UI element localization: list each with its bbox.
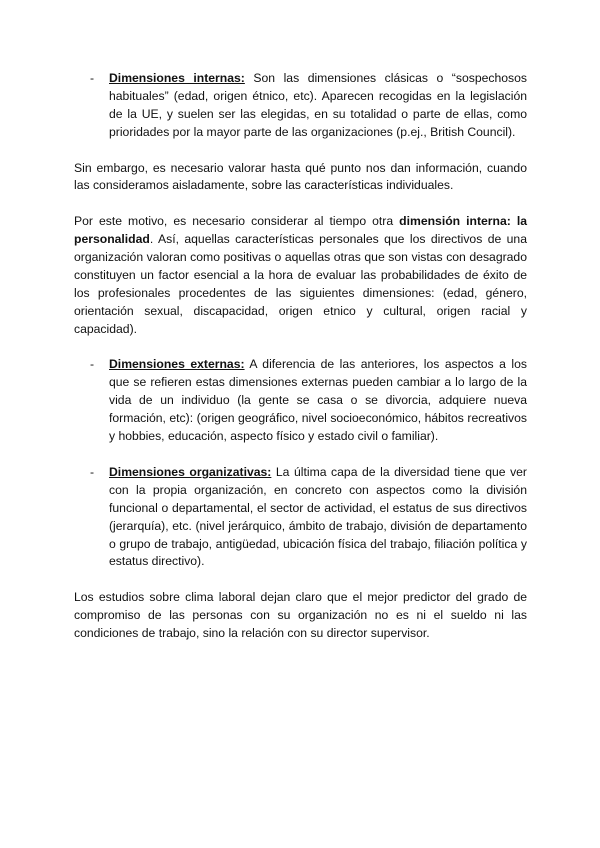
paragraph-por-este-motivo [74, 213, 527, 338]
bullet-text: La última capa de la diversidad tiene que ver con la propia organización, en concreto con aspectos como la división funcional o departamental, el sector de actividad, el estatus de sus directivos (jerarquía), etc. (nivel jerárquico, ámbito de trabajo, división de departamento o grupo de trabajo, antigüedad, ubicación física del trabajo, filiación política y estatus directivo). [109, 464, 527, 569]
paragraph-los-estudios: Los estudios sobre clima laboral dejan claro que el mejor predictor del grado de compromiso de las personas con su organización no es ni el sueldo ni las condiciones de trabajo, sino la relación con su director supervisor. [74, 590, 527, 641]
paragraph-sin-embargo: Sin embargo, es necesario valorar hasta qué punto nos dan información, cuando las consideramos aisladamente, sobre las características individuales. [74, 160, 527, 193]
bullet-dash: - [90, 357, 95, 372]
bullet-term: Dimensiones organizativas: [109, 464, 272, 479]
bullet-dash: - [90, 464, 95, 479]
bullet-dimensiones-internas [74, 70, 527, 142]
paragraph-rest: . Así, aquellas características personales que los directivos de una organización valoran como positivas o aquellas otras que son vistas con desagrado constituyen un factor esencial a la hora de evaluar las probabilidades de éxito de los profesionales procedentes de las siguientes dimensiones: (edad, género, orientación sexual, discapacidad, origen etnico y cultural, origen racial y capacidad). [74, 232, 527, 336]
bullet-dimensiones-externas [74, 356, 527, 446]
paragraph-bold-term: dimensión interna: la personalidad [74, 214, 527, 247]
bullet-term: Dimensiones internas: [109, 71, 245, 85]
document-page [74, 70, 527, 643]
bullet-text: Son las dimensiones clásicas o “sospechosos habituales” (edad, origen étnico, etc). Aparecen recogidas en la legislación de la UE, y suelen ser las elegidas, en su totalidad o parte de ellas, como prioridades por la mayor parte de las organizaciones (p.ej., British Council). [109, 71, 528, 139]
bullet-text: A diferencia de las anteriores, los aspectos a los que se refieren estas dimensiones externas pueden cambiar a lo largo de la vida de un individuo (la gente se casa o se divorcia, adquiere nueva formación, etc): (origen geográfico, nivel socioeconómico, hábitos recreativos y hobbies, educación, aspecto físico y estado civil o familiar). [109, 357, 527, 444]
bullet-dash: - [90, 71, 95, 85]
paragraph-lead: Por este motivo, es necesario considerar al tiempo otra [74, 214, 400, 229]
bullet-dimensiones-organizativas [74, 464, 527, 571]
bullet-term: Dimensiones externas: [109, 357, 245, 372]
